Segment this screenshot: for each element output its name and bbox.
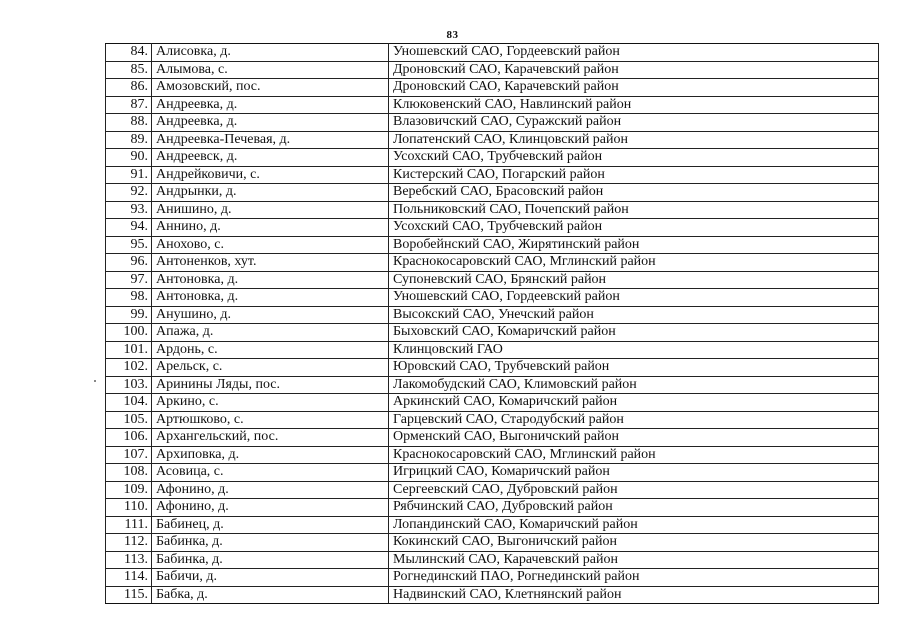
administrative-unit: Краснокосаровский САО, Мглинский район [389, 254, 879, 272]
row-number: 104. [106, 394, 152, 412]
row-number: 97. [106, 271, 152, 289]
row-number: 101. [106, 341, 152, 359]
administrative-unit: Лакомобудский САО, Климовский район [389, 376, 879, 394]
table-row [106, 306, 879, 324]
administrative-unit: Лопандинский САО, Комаричский район [389, 516, 879, 534]
table-row [106, 184, 879, 202]
row-number: 115. [106, 586, 152, 604]
settlement-name: Амозовский, пос. [152, 79, 389, 97]
row-number: 88. [106, 114, 152, 132]
settlement-name: Анушино, д. [152, 306, 389, 324]
administrative-unit: Краснокосаровский САО, Мглинский район [389, 446, 879, 464]
settlement-name: Апажа, д. [152, 324, 389, 342]
table-row [106, 114, 879, 132]
row-number: 98. [106, 289, 152, 307]
table-row [106, 131, 879, 149]
row-number: 84. [106, 44, 152, 62]
administrative-unit: Высокский САО, Унечский район [389, 306, 879, 324]
settlement-name: Аринины Ляды, пос. [152, 376, 389, 394]
table-row [106, 394, 879, 412]
administrative-unit: Уношевский САО, Гордеевский район [389, 289, 879, 307]
settlement-name: Анохово, с. [152, 236, 389, 254]
administrative-unit: Влазовичский САО, Суражский район [389, 114, 879, 132]
administrative-unit: Усохский САО, Трубчевский район [389, 219, 879, 237]
table-row [106, 586, 879, 604]
administrative-unit: Кокинский САО, Выгоничский район [389, 534, 879, 552]
administrative-unit: Сергеевский САО, Дубровский район [389, 481, 879, 499]
row-number: 106. [106, 429, 152, 447]
table-row [106, 79, 879, 97]
row-number: 85. [106, 61, 152, 79]
administrative-unit: Быховский САО, Комаричский район [389, 324, 879, 342]
administrative-unit: Аркинский САО, Комаричский район [389, 394, 879, 412]
table-row [106, 289, 879, 307]
table-row [106, 254, 879, 272]
settlement-name: Артюшково, с. [152, 411, 389, 429]
settlement-name: Бабичи, д. [152, 569, 389, 587]
administrative-unit: Надвинский САО, Клетнянский район [389, 586, 879, 604]
administrative-unit: Уношевский САО, Гордеевский район [389, 44, 879, 62]
table-row [106, 534, 879, 552]
settlement-name: Алымова, с. [152, 61, 389, 79]
table-row [106, 44, 879, 62]
row-number: 96. [106, 254, 152, 272]
table-row [106, 551, 879, 569]
settlement-name: Бабинец, д. [152, 516, 389, 534]
settlement-name: Антоновка, д. [152, 271, 389, 289]
administrative-unit: Кистерский САО, Погарский район [389, 166, 879, 184]
row-number: 103. [106, 376, 152, 394]
settlement-name: Андреевка-Печевая, д. [152, 131, 389, 149]
table-row [106, 201, 879, 219]
table-row [106, 376, 879, 394]
settlement-name: Бабка, д. [152, 586, 389, 604]
table-row [106, 569, 879, 587]
row-number: 111. [106, 516, 152, 534]
row-number: 100. [106, 324, 152, 342]
row-number: 94. [106, 219, 152, 237]
settlement-name: Архиповка, д. [152, 446, 389, 464]
row-number: 107. [106, 446, 152, 464]
administrative-unit: Лопатенский САО, Клинцовский район [389, 131, 879, 149]
settlement-name: Ардонь, с. [152, 341, 389, 359]
page-number: 83 [446, 29, 459, 41]
settlement-name: Афонино, д. [152, 481, 389, 499]
settlement-name: Андреевка, д. [152, 96, 389, 114]
table-row [106, 464, 879, 482]
settlement-name: Бабинка, д. [152, 551, 389, 569]
table-row [106, 236, 879, 254]
table-row [106, 166, 879, 184]
table-row [106, 271, 879, 289]
settlement-name: Андреевка, д. [152, 114, 389, 132]
table-row [106, 499, 879, 517]
administrative-unit: Клюковенский САО, Навлинский район [389, 96, 879, 114]
table-row [106, 149, 879, 167]
row-number: 93. [106, 201, 152, 219]
table-row [106, 429, 879, 447]
settlement-name: Афонино, д. [152, 499, 389, 517]
scan-mark [94, 380, 96, 382]
row-number: 91. [106, 166, 152, 184]
settlement-name: Анишино, д. [152, 201, 389, 219]
administrative-unit: Супоневский САО, Брянский район [389, 271, 879, 289]
row-number: 108. [106, 464, 152, 482]
row-number: 113. [106, 551, 152, 569]
table-row [106, 61, 879, 79]
administrative-unit: Орменский САО, Выгоничский район [389, 429, 879, 447]
table-row [106, 359, 879, 377]
administrative-unit: Польниковский САО, Почепский район [389, 201, 879, 219]
table-row [106, 516, 879, 534]
row-number: 114. [106, 569, 152, 587]
row-number: 105. [106, 411, 152, 429]
settlement-name: Антоновка, д. [152, 289, 389, 307]
administrative-unit: Усохский САО, Трубчевский район [389, 149, 879, 167]
settlements-table-body [106, 44, 879, 604]
row-number: 86. [106, 79, 152, 97]
row-number: 95. [106, 236, 152, 254]
settlement-name: Архангельский, пос. [152, 429, 389, 447]
administrative-unit: Воробейнский САО, Жирятинский район [389, 236, 879, 254]
table-row [106, 324, 879, 342]
administrative-unit: Рогнединский ПАО, Рогнединский район [389, 569, 879, 587]
administrative-unit: Веребский САО, Брасовский район [389, 184, 879, 202]
administrative-unit: Игрицкий САО, Комаричский район [389, 464, 879, 482]
table-row [106, 481, 879, 499]
settlement-name: Бабинка, д. [152, 534, 389, 552]
row-number: 109. [106, 481, 152, 499]
settlement-name: Аннино, д. [152, 219, 389, 237]
settlements-table [105, 43, 879, 604]
row-number: 90. [106, 149, 152, 167]
settlement-name: Арельск, с. [152, 359, 389, 377]
settlement-name: Антоненков, хут. [152, 254, 389, 272]
row-number: 110. [106, 499, 152, 517]
row-number: 89. [106, 131, 152, 149]
row-number: 87. [106, 96, 152, 114]
administrative-unit: Гарцевский САО, Стародубский район [389, 411, 879, 429]
row-number: 102. [106, 359, 152, 377]
row-number: 112. [106, 534, 152, 552]
row-number: 92. [106, 184, 152, 202]
table-row [106, 96, 879, 114]
administrative-unit: Клинцовский ГАО [389, 341, 879, 359]
administrative-unit: Мылинский САО, Карачевский район [389, 551, 879, 569]
settlement-name: Андрейковичи, с. [152, 166, 389, 184]
settlement-name: Аркино, с. [152, 394, 389, 412]
table-row [106, 411, 879, 429]
settlement-name: Андреевск, д. [152, 149, 389, 167]
settlement-name: Алисовка, д. [152, 44, 389, 62]
table-row [106, 219, 879, 237]
row-number: 99. [106, 306, 152, 324]
administrative-unit: Юровский САО, Трубчевский район [389, 359, 879, 377]
administrative-unit: Дроновский САО, Карачевский район [389, 61, 879, 79]
administrative-unit: Дроновский САО, Карачевский район [389, 79, 879, 97]
table-row [106, 446, 879, 464]
table-row [106, 341, 879, 359]
administrative-unit: Рябчинский САО, Дубровский район [389, 499, 879, 517]
settlement-name: Асовица, с. [152, 464, 389, 482]
settlement-name: Андрынки, д. [152, 184, 389, 202]
